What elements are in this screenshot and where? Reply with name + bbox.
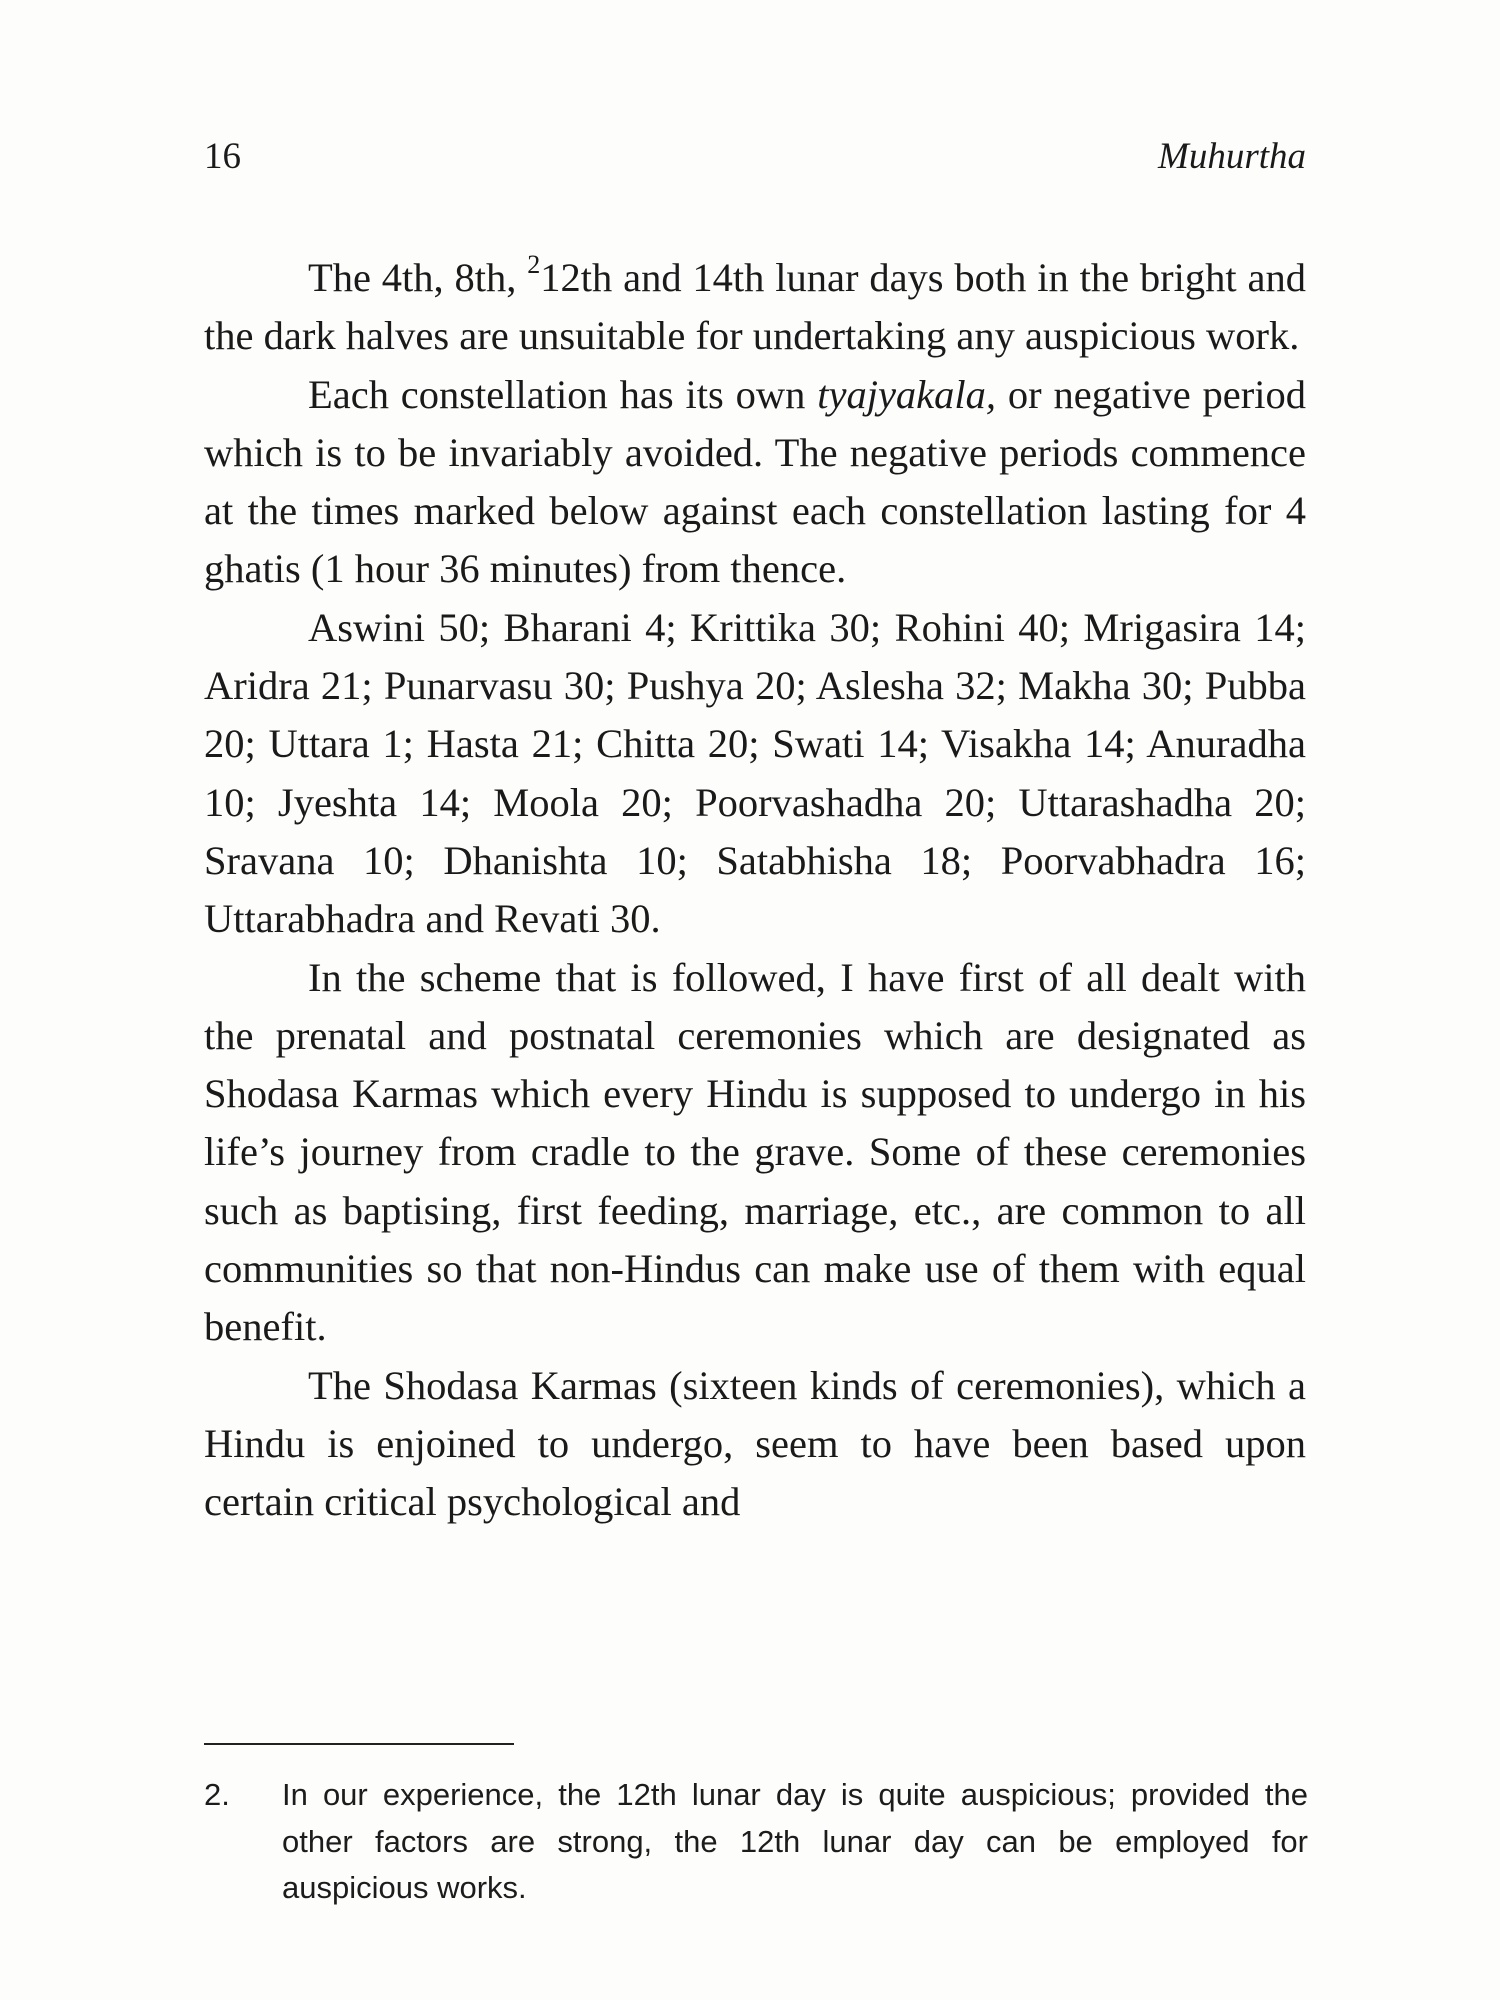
- running-head: Muhurtha: [1158, 136, 1306, 177]
- page-number: 16: [204, 136, 241, 177]
- paragraph-shodasa-karmas: The Shodasa Karmas (sixteen kinds of ceremonies), which a Hindu is enjoined to undergo, seem to have been based upon certain critical psychological and: [204, 1362, 1306, 1525]
- paragraph-text: The 4th, 8th,: [308, 255, 528, 300]
- footnote-reference: 2: [527, 249, 541, 279]
- footnote-divider: [204, 1743, 514, 1745]
- paragraph-text: Each constellation has its own: [308, 371, 818, 417]
- italic-term: tyajyakala,: [817, 371, 997, 417]
- body-text: [204, 249, 1306, 1532]
- paragraph-scheme: In the scheme that is followed, I have first of all dealt with the prenatal and postnatal ceremonies which are designated as Shodasa Karmas which every Hindu is supposed to undergo in his life’s journey from cradle to the grave. Some of these ceremonies such as baptising, first feeding, marriage, etc., are common to all communities so that non-Hindus can make use of them with equal benefit.: [204, 954, 1306, 1350]
- paragraph-tyajyakala: [204, 366, 1306, 599]
- page-header: [204, 132, 1306, 182]
- paragraph-text: or negative period which is to be invariably avoided. The negative periods commence at the times marked below against each constellation lasting for 4 ghatis (1 hour 36 minutes) from thence.: [204, 371, 1307, 592]
- paragraph-constellation-list: Aswini 50; Bharani 4; Krittika 30; Rohini 40; Mrigasira 14; Aridra 21; Punarvasu 30; Pushya 20; Aslesha 32; Makha 30; Pubba 20; Uttara 1; Hasta 21; Chitta 20; Swati 14; Visakha 14; Anuradha 10; Jyeshta 14; Moola 20; Poorvashadha 20; Uttarashadha 20; Sravana 10; Dhanishta 10; Satabhisha 18; Poorvabhadra 16; Uttarabhadra and Revati 30.: [204, 604, 1306, 942]
- paragraph-lunar-days: [204, 249, 1306, 366]
- footnote-text: In our experience, the 12th lunar day is quite auspicious; provided the other factors are strong, the 12th lunar day can be employed for auspicious works.: [282, 1777, 1308, 1905]
- footnote: [204, 1772, 1308, 1912]
- footnote-number: 2.: [204, 1777, 230, 1812]
- paragraph-text: 12th and 14th lunar days both in the bright and the dark halves are unsuitable for undertaking any auspicious work.: [204, 255, 1306, 359]
